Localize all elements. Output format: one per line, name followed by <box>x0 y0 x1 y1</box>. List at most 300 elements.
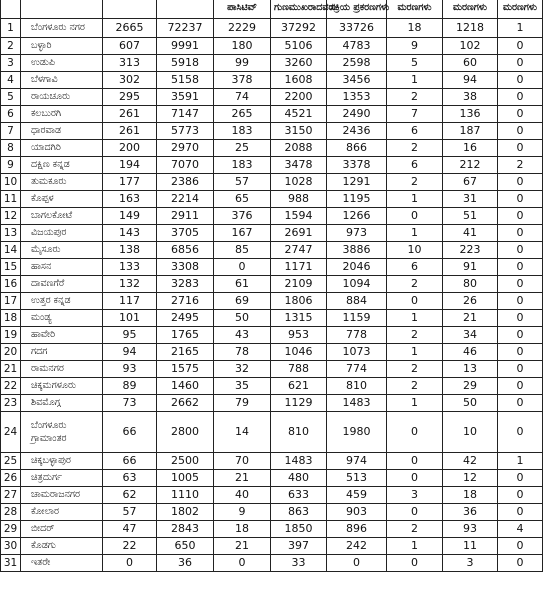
header-cell: ಪಾಸಿಟಿವ್ <box>214 0 271 19</box>
value-cell: 1850 <box>271 521 327 538</box>
value-cell: 1980 <box>327 412 387 453</box>
value-cell: 3378 <box>327 157 387 174</box>
value-cell: 93 <box>103 361 157 378</box>
value-cell: 117 <box>103 293 157 310</box>
value-cell: 16 <box>443 140 498 157</box>
value-cell: 1 <box>498 453 543 470</box>
table-row <box>1 276 543 293</box>
value-cell: 47 <box>103 521 157 538</box>
value-cell: 9 <box>387 38 443 55</box>
district-name-cell: ವಿಜಯಪುರ <box>21 225 103 242</box>
value-cell: 10 <box>443 412 498 453</box>
value-cell: 223 <box>443 242 498 259</box>
serial-number-cell: 2 <box>1 38 21 55</box>
table-row <box>1 470 543 487</box>
value-cell: 866 <box>327 140 387 157</box>
value-cell: 1195 <box>327 191 387 208</box>
value-cell: 194 <box>103 157 157 174</box>
value-cell: 1 <box>387 191 443 208</box>
value-cell: 973 <box>327 225 387 242</box>
value-cell: 2911 <box>157 208 214 225</box>
value-cell: 1802 <box>157 504 214 521</box>
value-cell: 38 <box>443 89 498 106</box>
value-cell: 2490 <box>327 106 387 123</box>
district-name-cell: ಉತ್ತರ ಕನ್ನಡ <box>21 293 103 310</box>
value-cell: 37292 <box>271 19 327 38</box>
value-cell: 0 <box>498 310 543 327</box>
value-cell: 2 <box>387 89 443 106</box>
table-row <box>1 344 543 361</box>
value-cell: 26 <box>443 293 498 310</box>
table-row <box>1 157 543 174</box>
value-cell: 0 <box>327 555 387 572</box>
value-cell: 3886 <box>327 242 387 259</box>
value-cell: 1460 <box>157 378 214 395</box>
table-row <box>1 504 543 521</box>
serial-number-cell: 16 <box>1 276 21 293</box>
value-cell: 9991 <box>157 38 214 55</box>
value-cell: 953 <box>271 327 327 344</box>
value-cell: 167 <box>214 225 271 242</box>
serial-number-cell: 5 <box>1 89 21 106</box>
serial-number-cell: 28 <box>1 504 21 521</box>
value-cell: 650 <box>157 538 214 555</box>
value-cell: 63 <box>103 470 157 487</box>
table-row <box>1 38 543 55</box>
value-cell: 2200 <box>271 89 327 106</box>
value-cell: 896 <box>327 521 387 538</box>
header-cell <box>157 0 214 19</box>
value-cell: 480 <box>271 470 327 487</box>
serial-number-cell: 14 <box>1 242 21 259</box>
value-cell: 6 <box>387 157 443 174</box>
serial-number-cell: 21 <box>1 361 21 378</box>
value-cell: 9 <box>214 504 271 521</box>
value-cell: 177 <box>103 174 157 191</box>
value-cell: 5918 <box>157 55 214 72</box>
district-name-cell: ಚಿಕ್ಕಬಳ್ಳಾಪುರ <box>21 453 103 470</box>
table-row <box>1 293 543 310</box>
value-cell: 10 <box>387 242 443 259</box>
value-cell: 2970 <box>157 140 214 157</box>
value-cell: 132 <box>103 276 157 293</box>
table-row <box>1 191 543 208</box>
district-name-cell: ಯಾದಗಿರಿ <box>21 140 103 157</box>
district-name-cell: ಕೋಲಾರ <box>21 504 103 521</box>
value-cell: 1291 <box>327 174 387 191</box>
value-cell: 36 <box>443 504 498 521</box>
value-cell: 0 <box>498 555 543 572</box>
value-cell: 143 <box>103 225 157 242</box>
value-cell: 2843 <box>157 521 214 538</box>
value-cell: 0 <box>498 55 543 72</box>
value-cell: 2 <box>498 157 543 174</box>
value-cell: 2716 <box>157 293 214 310</box>
value-cell: 3478 <box>271 157 327 174</box>
district-name-cell: ಶಿವಮೊಗ್ಗ <box>21 395 103 412</box>
value-cell: 6 <box>387 259 443 276</box>
district-name-cell: ಇತರೇ <box>21 555 103 572</box>
district-name-cell: ಮೈಸೂರು <box>21 242 103 259</box>
value-cell: 1046 <box>271 344 327 361</box>
serial-number-cell: 20 <box>1 344 21 361</box>
serial-number-cell: 18 <box>1 310 21 327</box>
value-cell: 35 <box>214 378 271 395</box>
value-cell: 5158 <box>157 72 214 89</box>
value-cell: 80 <box>443 276 498 293</box>
value-cell: 778 <box>327 327 387 344</box>
value-cell: 988 <box>271 191 327 208</box>
value-cell: 99 <box>214 55 271 72</box>
district-name-cell: ಬೆಂಗಳೂರು ಗ್ರಾಮಾಂತರ <box>21 412 103 453</box>
value-cell: 0 <box>498 123 543 140</box>
serial-number-cell: 31 <box>1 555 21 572</box>
serial-number-cell: 23 <box>1 395 21 412</box>
serial-number-cell: 12 <box>1 208 21 225</box>
value-cell: 60 <box>443 55 498 72</box>
table-row <box>1 361 543 378</box>
value-cell: 51 <box>443 208 498 225</box>
value-cell: 4 <box>498 521 543 538</box>
value-cell: 0 <box>498 293 543 310</box>
value-cell: 0 <box>387 470 443 487</box>
value-cell: 21 <box>214 470 271 487</box>
value-cell: 57 <box>214 174 271 191</box>
district-name-cell: ಚಿತ್ರದುರ್ಗ <box>21 470 103 487</box>
serial-number-cell: 26 <box>1 470 21 487</box>
value-cell: 0 <box>498 242 543 259</box>
value-cell: 183 <box>214 123 271 140</box>
district-name-cell: ಬೆಳಗಾವಿ <box>21 72 103 89</box>
value-cell: 31 <box>443 191 498 208</box>
serial-number-cell: 19 <box>1 327 21 344</box>
value-cell: 0 <box>498 140 543 157</box>
value-cell: 2088 <box>271 140 327 157</box>
value-cell: 18 <box>387 19 443 38</box>
value-cell: 95 <box>103 327 157 344</box>
header-cell <box>21 0 103 19</box>
value-cell: 0 <box>498 72 543 89</box>
value-cell: 78 <box>214 344 271 361</box>
table-row <box>1 521 543 538</box>
serial-number-cell: 13 <box>1 225 21 242</box>
serial-number-cell: 30 <box>1 538 21 555</box>
value-cell: 43 <box>214 327 271 344</box>
value-cell: 261 <box>103 123 157 140</box>
value-cell: 18 <box>214 521 271 538</box>
value-cell: 0 <box>498 191 543 208</box>
value-cell: 0 <box>498 174 543 191</box>
table-row <box>1 327 543 344</box>
value-cell: 2109 <box>271 276 327 293</box>
value-cell: 2 <box>387 174 443 191</box>
value-cell: 2 <box>387 378 443 395</box>
value-cell: 3705 <box>157 225 214 242</box>
value-cell: 133 <box>103 259 157 276</box>
value-cell: 0 <box>498 412 543 453</box>
table-row <box>1 208 543 225</box>
value-cell: 1 <box>498 19 543 38</box>
value-cell: 1594 <box>271 208 327 225</box>
table-row <box>1 378 543 395</box>
value-cell: 0 <box>498 259 543 276</box>
value-cell: 788 <box>271 361 327 378</box>
value-cell: 0 <box>498 327 543 344</box>
value-cell: 14 <box>214 412 271 453</box>
value-cell: 3591 <box>157 89 214 106</box>
value-cell: 1218 <box>443 19 498 38</box>
value-cell: 2691 <box>271 225 327 242</box>
value-cell: 0 <box>498 89 543 106</box>
district-name-cell: ಚಾಮರಾಜನಗರ <box>21 487 103 504</box>
value-cell: 42 <box>443 453 498 470</box>
value-cell: 295 <box>103 89 157 106</box>
value-cell: 72237 <box>157 19 214 38</box>
value-cell: 3150 <box>271 123 327 140</box>
value-cell: 0 <box>387 293 443 310</box>
value-cell: 1353 <box>327 89 387 106</box>
serial-number-cell: 9 <box>1 157 21 174</box>
value-cell: 1 <box>387 538 443 555</box>
value-cell: 180 <box>214 38 271 55</box>
value-cell: 1094 <box>327 276 387 293</box>
value-cell: 4783 <box>327 38 387 55</box>
value-cell: 2165 <box>157 344 214 361</box>
value-cell: 6856 <box>157 242 214 259</box>
value-cell: 3308 <box>157 259 214 276</box>
value-cell: 187 <box>443 123 498 140</box>
value-cell: 3 <box>443 555 498 572</box>
value-cell: 13 <box>443 361 498 378</box>
value-cell: 1765 <box>157 327 214 344</box>
value-cell: 0 <box>214 555 271 572</box>
value-cell: 0 <box>498 395 543 412</box>
district-name-cell: ಧಾರವಾಡ <box>21 123 103 140</box>
value-cell: 94 <box>103 344 157 361</box>
value-cell: 1 <box>387 225 443 242</box>
table-row <box>1 123 543 140</box>
value-cell: 32 <box>214 361 271 378</box>
value-cell: 2665 <box>103 19 157 38</box>
value-cell: 265 <box>214 106 271 123</box>
header-row <box>1 0 543 19</box>
serial-number-cell: 7 <box>1 123 21 140</box>
header-cell: ಗುಣಮುಖರಾದವರು <box>271 0 327 19</box>
value-cell: 74 <box>214 89 271 106</box>
value-cell: 0 <box>387 453 443 470</box>
value-cell: 0 <box>498 208 543 225</box>
value-cell: 2495 <box>157 310 214 327</box>
district-name-cell: ಬಳ್ಳಾರಿ <box>21 38 103 55</box>
value-cell: 884 <box>327 293 387 310</box>
district-name-cell: ರಾಮನಗರ <box>21 361 103 378</box>
value-cell: 261 <box>103 106 157 123</box>
value-cell: 0 <box>498 487 543 504</box>
value-cell: 1159 <box>327 310 387 327</box>
value-cell: 302 <box>103 72 157 89</box>
header-cell: ಮರಣಗಳು <box>443 0 498 19</box>
value-cell: 94 <box>443 72 498 89</box>
district-name-cell: ತುಮಕೂರು <box>21 174 103 191</box>
value-cell: 0 <box>214 259 271 276</box>
district-name-cell: ಗದಗ <box>21 344 103 361</box>
header-cell: ಸಕ್ರಿಯ ಪ್ರಕರಣಗಳು <box>327 0 387 19</box>
district-name-cell: ಕಲಬುರಗಿ <box>21 106 103 123</box>
serial-number-cell: 11 <box>1 191 21 208</box>
value-cell: 66 <box>103 412 157 453</box>
table-row <box>1 89 543 106</box>
value-cell: 3283 <box>157 276 214 293</box>
district-name-cell: ಬೀದರ್ <box>21 521 103 538</box>
value-cell: 1266 <box>327 208 387 225</box>
value-cell: 89 <box>103 378 157 395</box>
serial-number-cell: 10 <box>1 174 21 191</box>
value-cell: 33726 <box>327 19 387 38</box>
value-cell: 50 <box>214 310 271 327</box>
value-cell: 149 <box>103 208 157 225</box>
value-cell: 1315 <box>271 310 327 327</box>
value-cell: 5106 <box>271 38 327 55</box>
table-row <box>1 106 543 123</box>
value-cell: 67 <box>443 174 498 191</box>
value-cell: 2214 <box>157 191 214 208</box>
table-row <box>1 453 543 470</box>
serial-number-cell: 1 <box>1 19 21 38</box>
value-cell: 0 <box>387 208 443 225</box>
table-row <box>1 242 543 259</box>
district-name-cell: ಕೊಡಗು <box>21 538 103 555</box>
value-cell: 0 <box>498 361 543 378</box>
value-cell: 2229 <box>214 19 271 38</box>
value-cell: 1129 <box>271 395 327 412</box>
value-cell: 91 <box>443 259 498 276</box>
serial-number-cell: 3 <box>1 55 21 72</box>
value-cell: 863 <box>271 504 327 521</box>
table-row <box>1 259 543 276</box>
value-cell: 903 <box>327 504 387 521</box>
district-name-cell: ಬಾಗಲಕೋಟೆ <box>21 208 103 225</box>
table-row <box>1 174 543 191</box>
value-cell: 1483 <box>271 453 327 470</box>
district-name-cell: ಕೊಪ್ಪಳ <box>21 191 103 208</box>
value-cell: 2 <box>387 361 443 378</box>
value-cell: 774 <box>327 361 387 378</box>
value-cell: 138 <box>103 242 157 259</box>
value-cell: 46 <box>443 344 498 361</box>
value-cell: 2800 <box>157 412 214 453</box>
value-cell: 7147 <box>157 106 214 123</box>
value-cell: 0 <box>498 225 543 242</box>
serial-number-cell: 24 <box>1 412 21 453</box>
serial-number-cell: 29 <box>1 521 21 538</box>
serial-number-cell: 22 <box>1 378 21 395</box>
district-name-cell: ಚಿಕ್ಕಮಗಳೂರು <box>21 378 103 395</box>
value-cell: 3260 <box>271 55 327 72</box>
value-cell: 0 <box>498 470 543 487</box>
value-cell: 1 <box>387 72 443 89</box>
value-cell: 1575 <box>157 361 214 378</box>
value-cell: 101 <box>103 310 157 327</box>
serial-number-cell: 27 <box>1 487 21 504</box>
value-cell: 5 <box>387 55 443 72</box>
value-cell: 1 <box>387 344 443 361</box>
value-cell: 0 <box>387 504 443 521</box>
value-cell: 69 <box>214 293 271 310</box>
value-cell: 1608 <box>271 72 327 89</box>
value-cell: 79 <box>214 395 271 412</box>
value-cell: 2436 <box>327 123 387 140</box>
value-cell: 57 <box>103 504 157 521</box>
value-cell: 633 <box>271 487 327 504</box>
value-cell: 93 <box>443 521 498 538</box>
table-row <box>1 19 543 38</box>
table-row <box>1 395 543 412</box>
table-row <box>1 310 543 327</box>
table-row <box>1 55 543 72</box>
serial-number-cell: 17 <box>1 293 21 310</box>
value-cell: 376 <box>214 208 271 225</box>
value-cell: 41 <box>443 225 498 242</box>
value-cell: 1005 <box>157 470 214 487</box>
district-name-cell: ಉಡುಪಿ <box>21 55 103 72</box>
value-cell: 7 <box>387 106 443 123</box>
value-cell: 34 <box>443 327 498 344</box>
value-cell: 621 <box>271 378 327 395</box>
value-cell: 0 <box>498 38 543 55</box>
table-row <box>1 487 543 504</box>
value-cell: 1073 <box>327 344 387 361</box>
table-row <box>1 412 543 453</box>
value-cell: 212 <box>443 157 498 174</box>
value-cell: 73 <box>103 395 157 412</box>
value-cell: 2747 <box>271 242 327 259</box>
value-cell: 2500 <box>157 453 214 470</box>
value-cell: 163 <box>103 191 157 208</box>
value-cell: 66 <box>103 453 157 470</box>
value-cell: 21 <box>214 538 271 555</box>
value-cell: 1483 <box>327 395 387 412</box>
header-cell: ಮರಣಗಳು <box>387 0 443 19</box>
header-cell <box>1 0 21 19</box>
value-cell: 1 <box>387 395 443 412</box>
value-cell: 313 <box>103 55 157 72</box>
value-cell: 33 <box>271 555 327 572</box>
serial-number-cell: 8 <box>1 140 21 157</box>
value-cell: 7070 <box>157 157 214 174</box>
header-cell: ಮರಣಗಳು <box>498 0 543 19</box>
value-cell: 0 <box>387 555 443 572</box>
serial-number-cell: 25 <box>1 453 21 470</box>
table-body <box>1 19 543 572</box>
table-row <box>1 140 543 157</box>
value-cell: 0 <box>387 412 443 453</box>
value-cell: 61 <box>214 276 271 293</box>
value-cell: 2598 <box>327 55 387 72</box>
value-cell: 1 <box>387 310 443 327</box>
value-cell: 200 <box>103 140 157 157</box>
value-cell: 513 <box>327 470 387 487</box>
value-cell: 4521 <box>271 106 327 123</box>
value-cell: 810 <box>271 412 327 453</box>
value-cell: 1806 <box>271 293 327 310</box>
value-cell: 0 <box>498 538 543 555</box>
value-cell: 11 <box>443 538 498 555</box>
value-cell: 1110 <box>157 487 214 504</box>
header-cell <box>103 0 157 19</box>
value-cell: 0 <box>498 344 543 361</box>
value-cell: 29 <box>443 378 498 395</box>
value-cell: 40 <box>214 487 271 504</box>
